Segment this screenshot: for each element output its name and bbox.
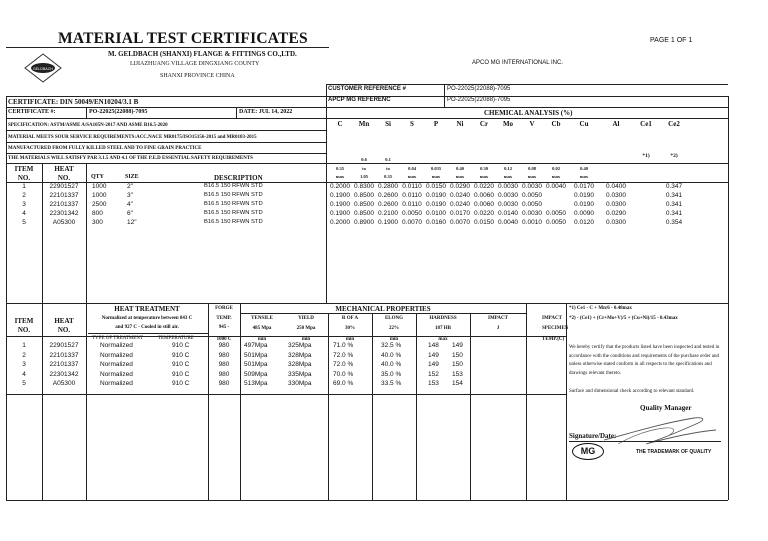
chem-limit-mid: 0.30 [480,166,488,171]
impact-unit: J [496,326,500,331]
description: B16.5 150 RFWN STD [204,210,263,216]
roa-unit: min [345,337,355,342]
chem-limit-top: 0.1 [385,157,391,162]
mech-item-number: 3 [22,361,26,369]
roa-value: 70.0 % [333,370,354,378]
certificate-number-value: PO-22025(22088)-7095 [89,109,148,115]
chem-value-ni: 0.0170 [450,210,470,217]
tensile-label: TENSILE [251,316,273,321]
sour-service-line: MATERIAL MEETS SOUR SERVICE REQUIREMENTS:ACC.NACE MR0175/ISO15156-2015 and MR0103-2015 [8,135,257,140]
tensile-unit: min [257,337,267,342]
chem-element-mn: Mn [358,120,370,128]
certno-divider [86,107,87,118]
heat-number: 22101337 [49,201,79,208]
chem-value-cu: 0.0120 [574,219,594,226]
specification-line: SPECIFICATION: ASTM/ASME A/SA105N-2017 AND ASME B16.5-2020 [8,123,168,128]
chem-limit-mid: 0.40 [580,166,588,171]
heat-col-item: ITEM [14,317,34,325]
heat-treatment-title: HEAT TREATMENT [114,305,180,313]
chem-value-ni: 0.0240 [450,201,470,208]
chem-limit-bot: max [479,174,489,179]
chem-value-c: 0.2000 [330,219,350,226]
chem-element-c: C [337,120,343,128]
impact-specimen-label: IMPACT [542,316,562,321]
heat-number: 22101337 [49,192,79,199]
elong-label: ELONG [384,316,404,321]
chem-value-v: 0.0050 [522,192,542,199]
chem-value-ni: 0.0070 [450,219,470,226]
chem-limit-mid: 0.04 [408,166,416,171]
svg-text:GELDBACH: GELDBACH [33,67,53,71]
chem-element-cu: Cu [579,120,589,128]
hardness-value-2: 154 [452,380,463,388]
forge-temperature: 980 [218,370,230,378]
ref-line-top [326,84,728,85]
col-item: ITEM [14,165,34,173]
item-number: 4 [22,210,26,217]
chem-element-ni: Ni [456,120,464,128]
mech-item-number: 2 [22,351,26,359]
forge-temperature: 980 [218,351,230,359]
certificate-title: MATERIAL TEST CERTIFICATES [58,30,308,47]
chemical-analysis-title: CHEMICAL ANALYSIS (%) [484,109,573,117]
hardness-value-2: 150 [452,351,463,359]
chem-value-p: 0.0150 [426,183,446,190]
specimen-label: SPECIMEN [542,326,569,331]
hardness-requirement: 187 HB [435,326,451,331]
type-of-treatment-label: TYPE OF TREATMENT [92,336,144,341]
mechanical-properties-title: MECHANICAL PROPERTIES [335,305,431,313]
col-qty: QTY [91,174,105,180]
chem-value-c: 0.1900 [330,210,350,217]
size: 3" [127,192,133,199]
chem-limit-mid: 0.40 [456,166,464,171]
normalized-line-2: and 927 C - Cooled in still air. [115,325,179,330]
company-address-2: SHANXI PROVINCE CHINA [160,73,235,79]
chem-value-cu: 0.0190 [574,192,594,199]
col-size: SIZE [125,174,139,180]
heat-col-item-no: NO. [17,326,31,334]
ce1-formula: *1) Ce1 - C + Mn/6 - 0.48max [569,306,632,311]
forge-range: 945 - [218,325,230,330]
chem-value-mo: 0.0140 [498,210,518,217]
chem-limit-bot: max [551,174,561,179]
chem-limit-mid: 0.035 [430,166,442,171]
temperature-label: TEMPERATURE [158,336,194,341]
hardness-value-1: 152 [428,370,439,378]
chem-value-si: 0.1900 [378,219,398,226]
mech-heat-number: 22101337 [49,361,79,369]
yield-value: 325Mpa [288,342,312,349]
chem-limit-bot: 0.35 [384,174,392,179]
heat-number: 22301342 [49,210,79,217]
yield-value: 328Mpa [288,351,312,359]
chem-element-ce1: Ce1 [640,120,652,128]
chem-limit-top: 0.6 [361,157,367,162]
chem-value-ce2: 0.354 [665,219,683,226]
chem-value-si: 0.2800 [378,183,398,190]
treatment-temperature: 910 C [172,342,190,349]
chem-value-si: 0.2100 [378,210,398,217]
chem-value-mn: 0.8500 [354,210,374,217]
chem-element-v: V [529,120,535,128]
frame-line [6,142,326,143]
chem-limit-mid: 0.12 [504,166,512,171]
chem-value-c: 0.2000 [330,183,350,190]
hardness-value-1: 149 [428,361,439,369]
hardness-value-2: 150 [452,361,463,369]
description: B16.5 150 RFWN STD [204,201,263,207]
yield-unit: min [301,337,311,342]
chem-element-s: S [410,120,414,128]
chem-value-v: 0.0030 [522,183,542,190]
surface-check-note: Surface and dimensional check according to relevant standard. [569,389,695,394]
quantity: 1000 [92,192,107,199]
chem-value-c: 0.1900 [330,192,350,199]
signature-date-label: Signature/Date: [569,432,617,440]
mech-title-line [240,313,526,314]
customer-name: APCO MG INTERNATIONAL INC. [472,60,564,66]
hardness-value-2: 149 [452,342,463,349]
description: B16.5 150 RFWN STD [204,192,263,198]
quantity: 800 [92,210,103,217]
heat-col-heat-no: NO. [57,326,71,334]
chem-element-p: P [433,120,439,128]
certificate-number-label: CERTIFICATE #: [8,109,56,115]
chem-element-cr: Cr [479,120,489,128]
mech-item-number: 5 [22,380,26,388]
heat-col-heat: HEAT [54,317,74,325]
trademark-text: THE TRADEMARK OF QUALITY [636,449,712,455]
hardness-value-1: 148 [428,342,439,349]
roa-value: 71.0 % [333,342,354,349]
chem-value-mo: 0.0040 [498,219,518,226]
chem-value-ce2: 0.347 [665,183,683,190]
chem-value-p: 0.0190 [426,192,446,199]
chem-value-cr: 0.0060 [474,201,494,208]
hardness-value-2: 153 [452,370,463,378]
chem-value-cr: 0.0220 [474,210,494,217]
treatment-type: Normalized [100,380,133,388]
normalized-line-1: Normalized at temperature between 843 C [101,316,193,321]
yield-value: 335Mpa [288,370,312,378]
heat-number: A05300 [52,219,76,226]
forge-temperature: 980 [218,342,230,349]
chem-limit-bot: max [431,174,441,179]
treatment-temperature: 910 C [172,370,190,378]
size: 4" [127,201,133,208]
chem-note: *1) [642,153,650,159]
col-line [208,303,209,500]
forge-max: 1000 C [216,337,232,342]
chem-element-si: Si [385,120,391,128]
tensile-value: 497Mpa [244,342,268,349]
yield-value: 328Mpa [288,361,312,369]
item-number: 3 [22,201,26,208]
apcp-reference-value: PO-22025(22088)-7095 [447,97,511,103]
chem-note: *2) [670,153,678,159]
tensile-value: 501Mpa [244,351,268,359]
item-number: 5 [22,219,26,226]
chem-limit-bot: max [407,174,417,179]
elong-value: 35.0 % [381,370,402,378]
chem-limit-mid: 0.35 [336,166,344,171]
chem-value-v: 0.0010 [522,219,542,226]
certificate-standard: CERTIFICATE: DIN 50049/EN10204/3.1 B [8,98,139,106]
chem-value-mn: 0.8900 [354,219,374,226]
frame-left [6,96,7,500]
forge-temperature: 980 [218,361,230,369]
hardness-label: HARDNESS [429,316,457,321]
date-divider [236,107,237,118]
tensile-requirement: 485 Mpa [252,326,272,331]
apcp-reference-label: APCP MG REFERENC [328,97,391,103]
heat-number: 22901527 [49,183,79,190]
chem-value-s: 0.0050 [402,210,422,217]
company-logo [24,53,62,83]
chem-limit-mid: to [386,166,390,171]
ref-line-bottom [326,107,728,108]
chem-limit-bot: max [579,174,589,179]
roa-value: 69.0 % [333,380,354,388]
chem-value-cr: 0.0150 [474,219,494,226]
chem-limit-mid: to [362,166,366,171]
customer-reference-value: PO-22025(22088)-7095 [447,86,511,92]
frame-line-heat-bottom [6,394,566,395]
frame-divider-chem [326,84,327,303]
size: 6" [127,210,133,217]
chem-value-al: 0.0400 [606,183,626,190]
mech-heat-number: 22301342 [49,370,79,378]
roa-requirement: 30% [345,326,355,331]
forge-temperature: 980 [218,380,230,388]
impact-label: IMPACT [488,316,508,321]
hardness-unit: max [438,337,448,342]
chem-value-ce2: 0.341 [665,192,683,199]
chem-value-s: 0.0110 [402,192,422,199]
elong-value: 40.0 % [381,361,402,369]
chem-value-s: 0.0110 [402,201,422,208]
mech-heat-number: 22901527 [49,342,79,349]
chem-value-ni: 0.0290 [450,183,470,190]
ref-divider [444,84,445,108]
chem-element-ce2: Ce2 [668,120,680,128]
forge-label: FORGE [215,306,233,311]
quantity: 1000 [92,183,107,190]
col-item-no: NO. [17,174,31,182]
chem-value-s: 0.0110 [402,183,422,190]
treatment-type: Normalized [100,351,133,359]
treatment-temperature: 910 C [172,351,190,359]
chem-value-mn: 0.8500 [354,201,374,208]
col-line [566,303,567,500]
temp-c-label: TEMP.(C) [542,337,565,342]
chem-value-al: 0.0300 [606,219,626,226]
ce2-formula: *2) - (Ce1) + (Cr+Mo+V)/5 + (Cu+Ni)/15 - 0.43max [569,316,678,321]
chem-value-mo: 0.0030 [498,192,518,199]
customer-reference-label: CUSTOMER REFERENCE # [328,86,406,92]
chem-element-cb: Cb [551,120,561,128]
description: B16.5 150 RFWN STD [204,183,263,189]
elong-requirement: 22% [389,326,399,331]
chem-limit-bot: max [455,174,465,179]
col-line [86,303,87,500]
signature-line [569,441,721,442]
hardness-value-1: 153 [428,380,439,388]
yield-label: YIELD [298,316,314,321]
chem-limit-mid: 0.02 [552,166,560,171]
chem-value-mo: 0.0030 [498,201,518,208]
treatment-temperature: 910 C [172,361,190,369]
chem-value-mo: 0.0030 [498,183,518,190]
treatment-type: Normalized [100,370,133,378]
forge-temp-label: TEMP. [216,316,232,321]
chem-value-cb: 0.0040 [546,183,566,190]
col-heat-no: NO. [57,174,71,182]
mech-heat-number: 22101337 [49,351,79,359]
tensile-value: 509Mpa [244,370,268,378]
quality-manager-label: Quality Manager [640,404,692,412]
page-indicator: PAGE 1 OF 1 [650,37,693,44]
chem-element-mo: Mo [502,120,514,128]
frame-line [6,153,326,154]
chem-limit-bot: max [335,174,345,179]
mech-heat-number: A05300 [52,380,76,388]
chem-value-al: 0.0300 [606,192,626,199]
chem-value-c: 0.1900 [330,201,350,208]
quantity: 2500 [92,201,107,208]
col-line [240,303,241,500]
mech-item-number: 4 [22,370,26,378]
frame-line-heat-top [6,303,728,304]
chem-limit-bot: max [503,174,513,179]
tensile-value: 501Mpa [244,361,268,369]
yield-requirement: 250 Mpa [296,326,316,331]
chem-value-mn: 0.8300 [354,183,374,190]
mech-item-number: 1 [22,342,26,349]
chem-value-s: 0.0070 [402,219,422,226]
chem-value-mn: 0.8500 [354,192,374,199]
chem-limit-mid: 0.08 [528,166,536,171]
treatment-type: Normalized [100,342,133,349]
chem-value-ce2: 0.341 [665,210,683,217]
chem-value-al: 0.0290 [606,210,626,217]
col-description: DESCRIPTION [214,174,263,182]
chem-value-p: 0.0190 [426,201,446,208]
elong-unit: min [389,337,399,342]
chem-value-cb: 0.0050 [546,219,566,226]
quantity: 300 [92,219,103,226]
chem-element-al: Al [612,120,620,128]
size: 2" [127,183,133,190]
mg-logo: MG [572,443,604,460]
treatment-type: Normalized [100,361,133,369]
chem-value-cu: 0.0090 [574,210,594,217]
elong-value: 32.5 % [381,342,402,349]
chem-value-p: 0.0100 [426,210,446,217]
manufactured-line: MANUFACTURED FROM FULLY KILLED STEEL AND TO FINE GRAIN PRACTICE [8,146,202,151]
chem-value-v: 0.0030 [522,210,542,217]
chem-value-si: 0.2600 [378,192,398,199]
item-number: 1 [22,183,26,190]
chem-value-cr: 0.0060 [474,192,494,199]
roa-value: 72.0 % [333,361,354,369]
hardness-value-1: 149 [428,351,439,359]
roa-label: R OF A [341,316,359,321]
certificate-date: DATE: JUL 14, 2022 [239,109,293,115]
col-line [86,163,87,303]
roa-value: 72.0 % [333,351,354,359]
chem-value-cr: 0.0220 [474,183,494,190]
chem-value-al: 0.0300 [606,201,626,208]
chem-value-cu: 0.0190 [574,201,594,208]
frame-line-bottom [6,500,728,501]
yield-value: 330Mpa [288,380,312,388]
treatment-temperature: 910 C [172,380,190,388]
frame-right [728,96,729,500]
tensile-value: 513Mpa [244,380,268,388]
frame-line [6,163,728,164]
chem-value-v: 0.0050 [522,201,542,208]
ped-line: THE MATERIALS WILL SATISFY PAR 3.1.5 AND 4.1 OF THE P.E.D ESSENTIAL SAFETY REQUIREMENTS [8,156,253,161]
size: 12" [127,219,137,226]
chem-value-ce2: 0.341 [665,201,683,208]
col-heat: HEAT [54,165,74,173]
chem-value-p: 0.0160 [426,219,446,226]
elong-value: 40.0 % [381,351,402,359]
chem-value-cb: 0.0050 [546,210,566,217]
company-address-1: LIJIAZHUANG VILLAGE DINGXIANG COUNTY [130,61,260,67]
item-number: 2 [22,192,26,199]
signature-image [598,410,724,452]
frame-line [6,118,728,119]
frame-line [6,130,326,131]
certification-statement: We hereby certify that the products listed have been inspected and tested in accordance with the conditions and requirements of the purchase order and unless otherwise stated conform in all respects to the specifications and drawings relevant thereto. [569,345,720,376]
col-line [526,303,527,500]
frame-line [6,107,328,108]
chem-value-ni: 0.0240 [450,192,470,199]
chem-limit-bot: max [527,174,537,179]
description: B16.5 150 RFWN STD [204,219,263,225]
elong-value: 33.5 % [381,380,402,388]
company-name: M. GELDBACH (SHANXI) FLANGE & FITTINGS CO.,LTD. [108,50,297,58]
treatment-sub-line [88,333,208,334]
col-line [470,313,471,500]
chem-value-cu: 0.0170 [574,183,594,190]
chem-value-si: 0.2600 [378,201,398,208]
chem-limit-bot: 1.05 [360,174,368,179]
